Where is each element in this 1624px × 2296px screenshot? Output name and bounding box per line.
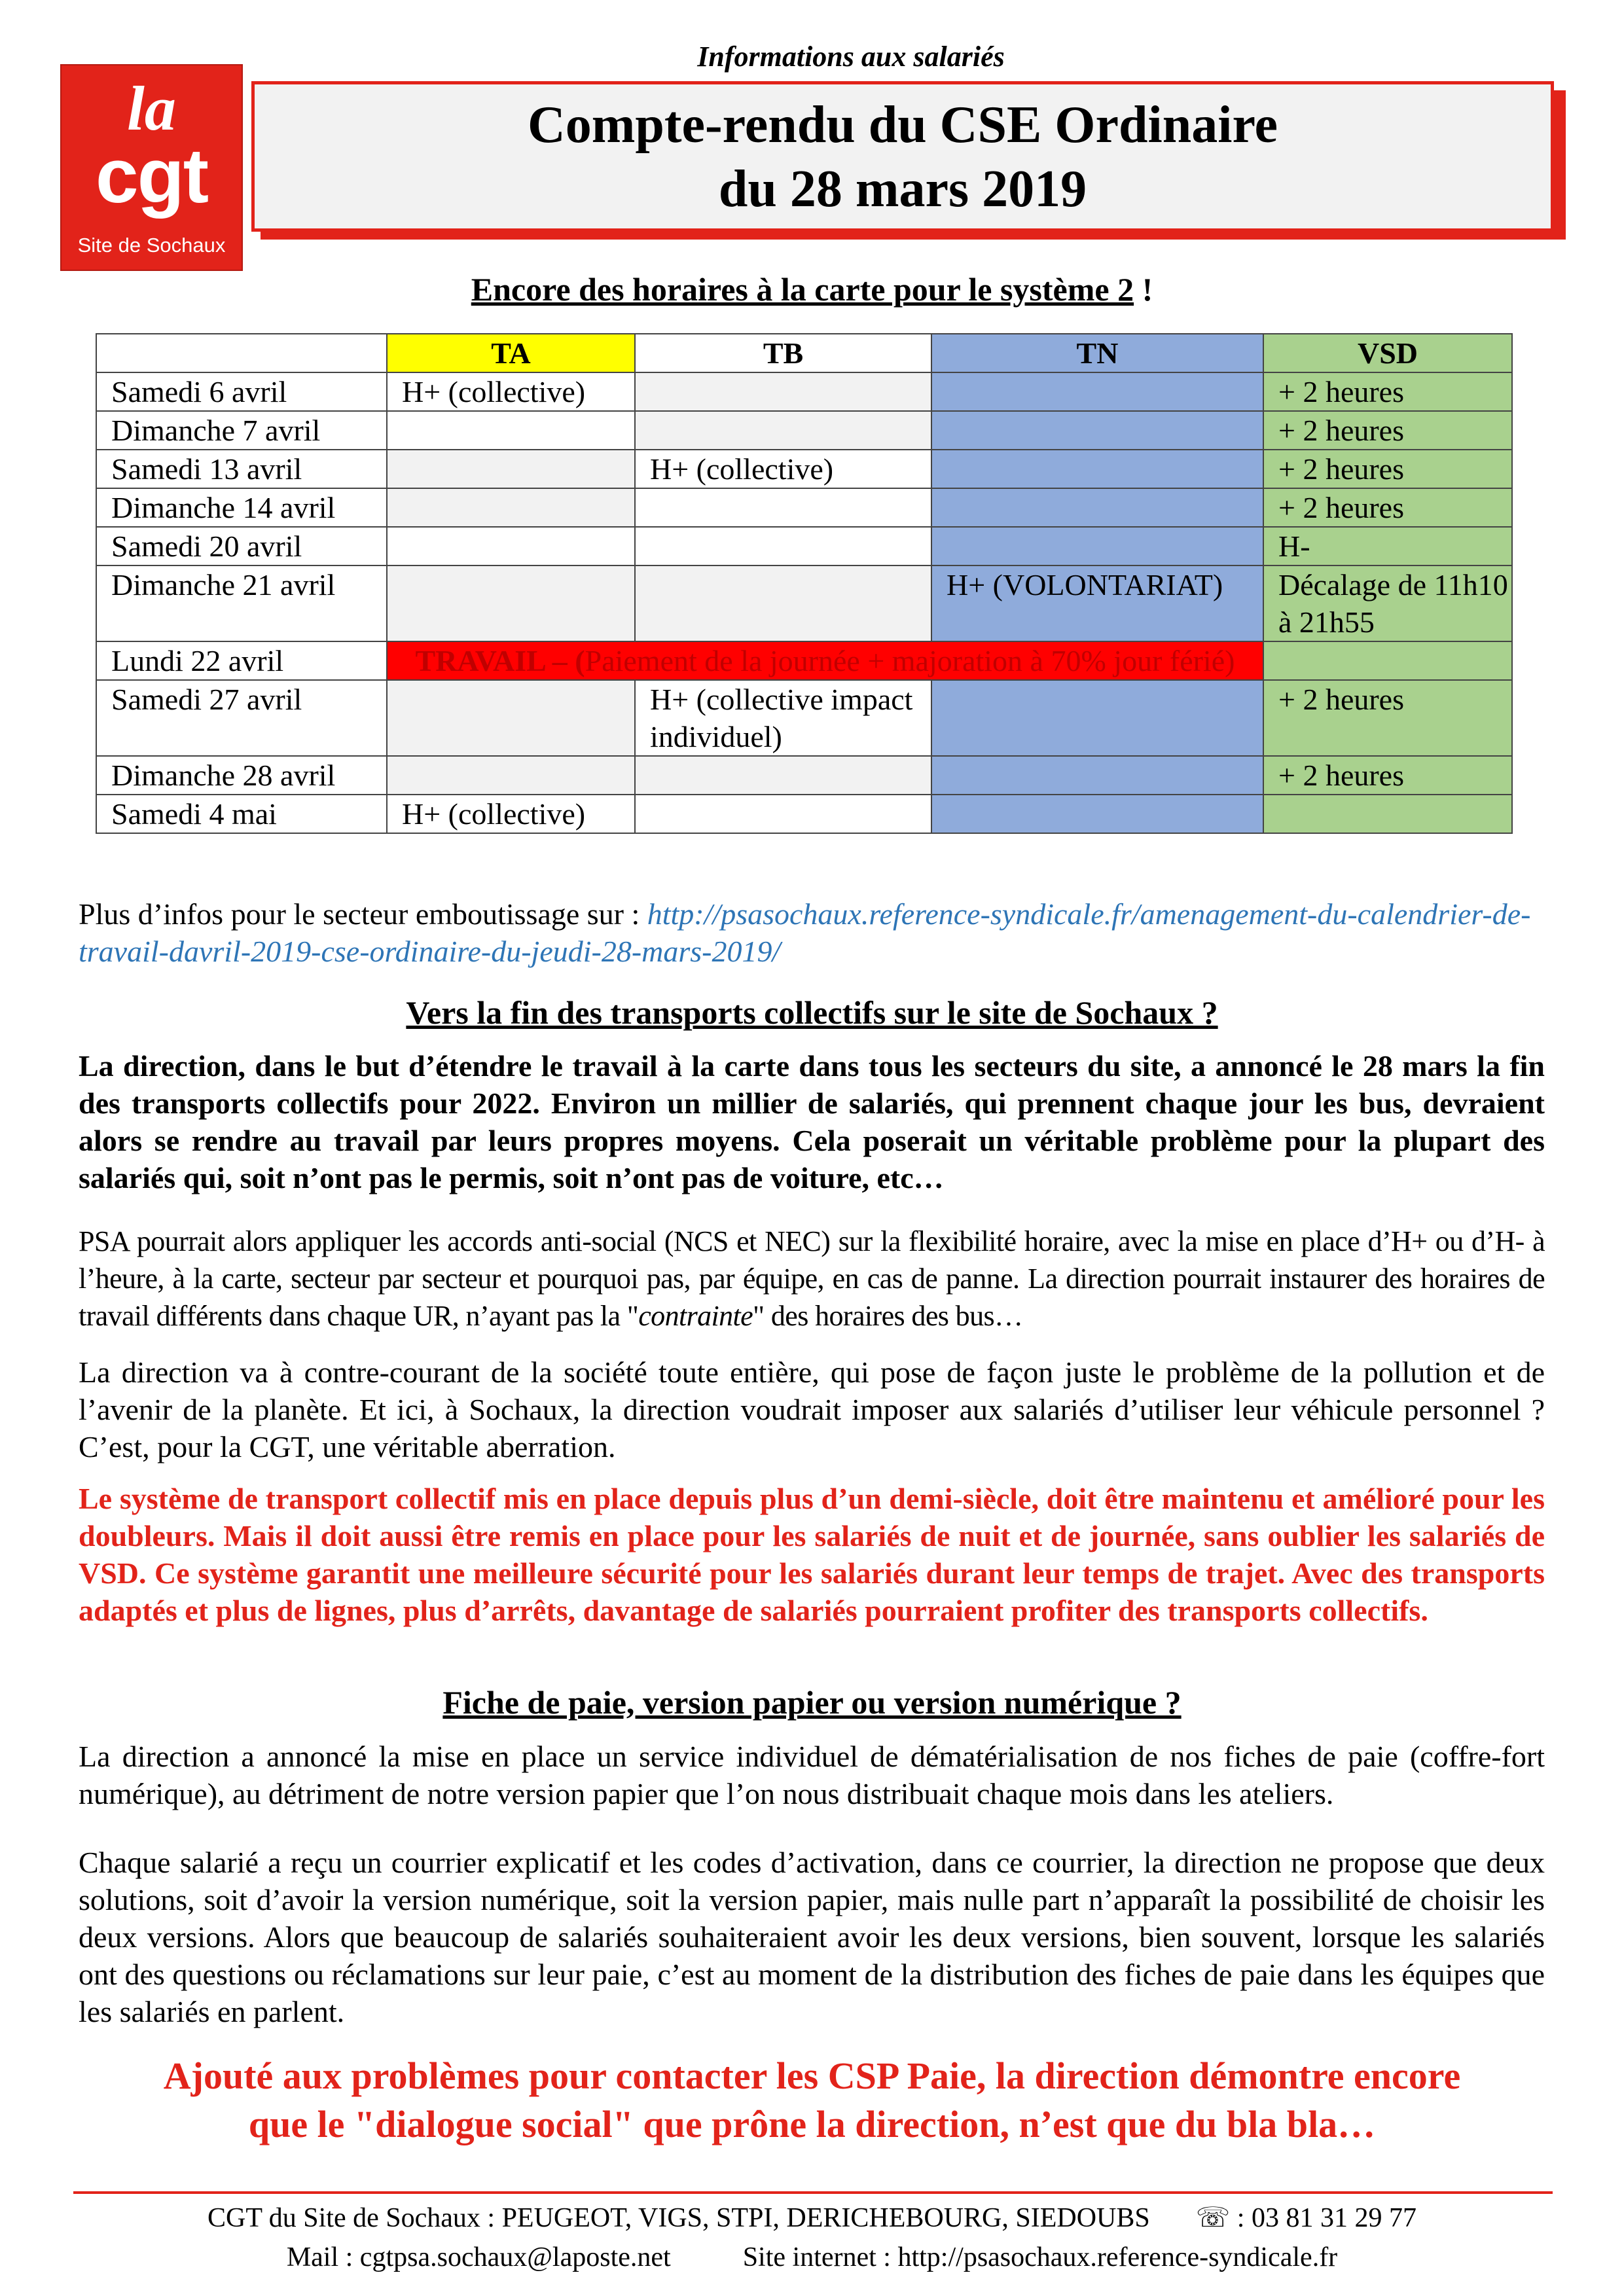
table-cell-day: Samedi 13 avril	[96, 450, 387, 488]
table-cell-day: Dimanche 21 avril	[96, 565, 387, 641]
page-title-line2: du 28 mars 2019	[718, 160, 1087, 218]
table-cell	[387, 565, 635, 641]
table-row	[96, 527, 1512, 565]
table-cell-travail	[387, 641, 1263, 680]
table-cell-day: Dimanche 7 avril	[96, 411, 387, 450]
table-cell	[931, 450, 1263, 488]
table-cell: + 2 heures	[1263, 488, 1512, 527]
psa-text-italic: contrainte	[638, 1300, 753, 1332]
table-cell	[931, 372, 1263, 411]
table-cell: H-	[1263, 527, 1512, 565]
travail-label: TRAVAIL – (	[415, 644, 585, 677]
table-cell-day: Samedi 27 avril	[96, 680, 387, 756]
table-cell	[387, 450, 635, 488]
logo-cgt-text: cgt	[96, 133, 208, 219]
table-cell: H+ (collective)	[387, 372, 635, 411]
table-cell: H+ (VOLONTARIAT)	[931, 565, 1263, 641]
footer-line-2	[0, 2241, 1624, 2274]
table-cell: H+ (collective)	[387, 795, 635, 833]
table-cell-day: Dimanche 28 avril	[96, 756, 387, 795]
table-row	[96, 680, 1512, 756]
table-header-cell	[96, 334, 387, 372]
table-cell-day: Samedi 6 avril	[96, 372, 387, 411]
table-cell-day: Dimanche 14 avril	[96, 488, 387, 527]
table-cell	[635, 488, 931, 527]
table-cell: + 2 heures	[1263, 680, 1512, 756]
logo-site-text: Site de Sochaux	[77, 234, 226, 257]
conclusion-line-1: Ajouté aux problèmes pour contacter les CSP Paie, la direction démontre encore	[163, 2054, 1461, 2097]
psa-text-before: PSA pourrait alors appliquer les accords anti-social (NCS et NEC) sur la flexibilité horaire, avec la mise en place d’H+ ou d’H- à l’heure, à la carte, secteur par secteur et pourquoi pas, par équipe, en cas de panne. La direction pourrait instaurer des horaires de travail différents dans chaque UR, n’ayant pas la "	[79, 1225, 1545, 1332]
section-heading-text: Vers la fin des transports collectifs sur le site de Sochaux ?	[406, 994, 1218, 1031]
footer-mail: Mail : cgtpsa.sochaux@laposte.net	[286, 2242, 671, 2272]
table-header-row	[96, 334, 1512, 372]
section-heading-horaires	[0, 270, 1624, 309]
table-cell: + 2 heures	[1263, 450, 1512, 488]
table-header-cell: TA	[387, 334, 635, 372]
psa-text-after: " des horaires des bus…	[753, 1300, 1023, 1332]
table-cell: + 2 heures	[1263, 411, 1512, 450]
table-cell: H+ (collective impact individuel)	[635, 680, 931, 756]
table-cell	[635, 756, 931, 795]
table-cell	[931, 527, 1263, 565]
table-cell	[931, 680, 1263, 756]
section-heading-text: Fiche de paie, version papier ou version numérique ?	[442, 1684, 1182, 1721]
table-cell	[635, 795, 931, 833]
table-row	[96, 641, 1512, 680]
table-cell: + 2 heures	[1263, 756, 1512, 795]
table-cell	[931, 488, 1263, 527]
footer-line-1	[0, 2202, 1624, 2234]
paie-paragraph-1: La direction a annoncé la mise en place un service individuel de dématérialisation de nos fiches de paie (coffre-fort numérique), au détriment de notre version papier que l’on nous distribuait chaque mois dans les ateliers.	[79, 1740, 1545, 1810]
conclusion-line-2: que le "dialogue social" que prône la direction, n’est que du bla bla…	[248, 2103, 1376, 2145]
table-row	[96, 565, 1512, 641]
footer-divider	[73, 2191, 1553, 2194]
table-header-cell: TN	[931, 334, 1263, 372]
more-info-link[interactable]: http://psasochaux.reference-syndicale.fr/amenagement-du-calendrier-de-travail-davril-2019-cse-ordinaire-du-jeudi-28-mars-2019/	[79, 897, 1531, 968]
table-row	[96, 372, 1512, 411]
table-cell: H+ (collective)	[635, 450, 931, 488]
title-box	[251, 81, 1554, 232]
table-cell	[387, 680, 635, 756]
table-cell	[931, 795, 1263, 833]
table-cell	[1263, 641, 1512, 680]
table-cell	[931, 756, 1263, 795]
logo-la-text: la	[127, 73, 176, 143]
more-info-prefix: Plus d’infos pour le secteur emboutissage sur :	[79, 897, 647, 931]
travail-detail: Paiement de la journée + majoration à 70% jour férié)	[585, 644, 1235, 677]
table-row	[96, 450, 1512, 488]
table-header-cell: VSD	[1263, 334, 1512, 372]
table-row	[96, 411, 1512, 450]
table-cell	[387, 527, 635, 565]
section-heading-fiche-de-paie	[0, 1683, 1624, 1722]
section-heading-transports	[0, 993, 1624, 1032]
transport-paragraph-direction: La direction va à contre-courant de la société toute entière, qui pose de façon juste le problème de la pollution et de l’avenir de la planète. Et ici, à Sochaux, la direction voudrait imposer aux salariés d’utiliser leur véhicule personnel ? C’est, pour la CGT, une véritable aberration.	[79, 1355, 1545, 1463]
schedule-table	[96, 333, 1513, 834]
section-heading-text: Encore des horaires à la carte pour le système 2	[471, 271, 1134, 308]
transport-bold-paragraph: La direction, dans le but d’étendre le travail à la carte dans tous les secteurs du site, a annoncé le 28 mars la fin des transports collectifs pour 2022. Environ un millier de salariés, qui prennent chaque jour les bus, devraient alors se rendre au travail par leurs propres moyens. Cela poserait un véritable problème pour la plupart des salariés qui, soit n’ont pas le permis, soit n’ont pas de voiture, etc…	[79, 1049, 1545, 1194]
table-cell	[635, 565, 931, 641]
table-cell	[635, 372, 931, 411]
more-info-paragraph	[79, 895, 1545, 970]
paie-paragraph-2: Chaque salarié a reçu un courrier explicatif et les codes d’activation, dans ce courrier, la direction ne propose que deux solutions, soit d’avoir la version numérique, soit la version papier, mais nulle part n’apparaît la possibilité de choisir les deux versions. Alors que beaucoup de salariés souhaiteraient avoir les deux versions, bien souvent, lorsque les salariés ont des questions ou réclamations sur leur paie, c’est au moment de la distribution des fiches de paie dans les équipes que les salariés en parlent.	[79, 1846, 1545, 2028]
table-cell-day: Samedi 20 avril	[96, 527, 387, 565]
table-cell	[387, 411, 635, 450]
table-cell	[931, 411, 1263, 450]
footer-website: Site internet : http://psasochaux.reference-syndicale.fr	[742, 2242, 1338, 2272]
table-row	[96, 756, 1512, 795]
table-cell: Décalage de 11h10 à 21h55	[1263, 565, 1512, 641]
page-title-line1: Compte-rendu du CSE Ordinaire	[527, 96, 1278, 154]
table-cell-day: Lundi 22 avril	[96, 641, 387, 680]
table-cell-day: Samedi 4 mai	[96, 795, 387, 833]
footer-org: CGT du Site de Sochaux : PEUGEOT, VIGS, STPI, DERICHEBOURG, SIEDOUBS	[208, 2203, 1150, 2233]
table-cell: + 2 heures	[1263, 372, 1512, 411]
footer-phone: ☏ : 03 81 31 29 77	[1195, 2203, 1416, 2233]
table-header-cell: TB	[635, 334, 931, 372]
table-cell	[635, 527, 931, 565]
section-heading-suffix: !	[1134, 271, 1153, 308]
transport-red-paragraph: Le système de transport collectif mis en place depuis plus d’un demi-siècle, doit être maintenu et amélioré pour les doubleurs. Mais il doit aussi être remis en place pour les salariés de nuit et de journée, sans oublier les salariés de VSD. Ce système garantit une meilleure sécurité pour les salariés durant leur temps de trajet. Avec des transports adaptés et plus de lignes, plus d’arrêts, davantage de salariés pourraient profiter des transports collectifs.	[79, 1482, 1545, 1627]
table-row	[96, 488, 1512, 527]
table-cell	[635, 411, 931, 450]
document-kicker: Informations aux salariés	[697, 41, 1005, 73]
table-cell	[1263, 795, 1512, 833]
transport-paragraph-psa	[79, 1223, 1545, 1335]
table-cell	[387, 488, 635, 527]
cgt-logo	[60, 64, 243, 271]
table-row	[96, 795, 1512, 833]
table-cell	[387, 756, 635, 795]
